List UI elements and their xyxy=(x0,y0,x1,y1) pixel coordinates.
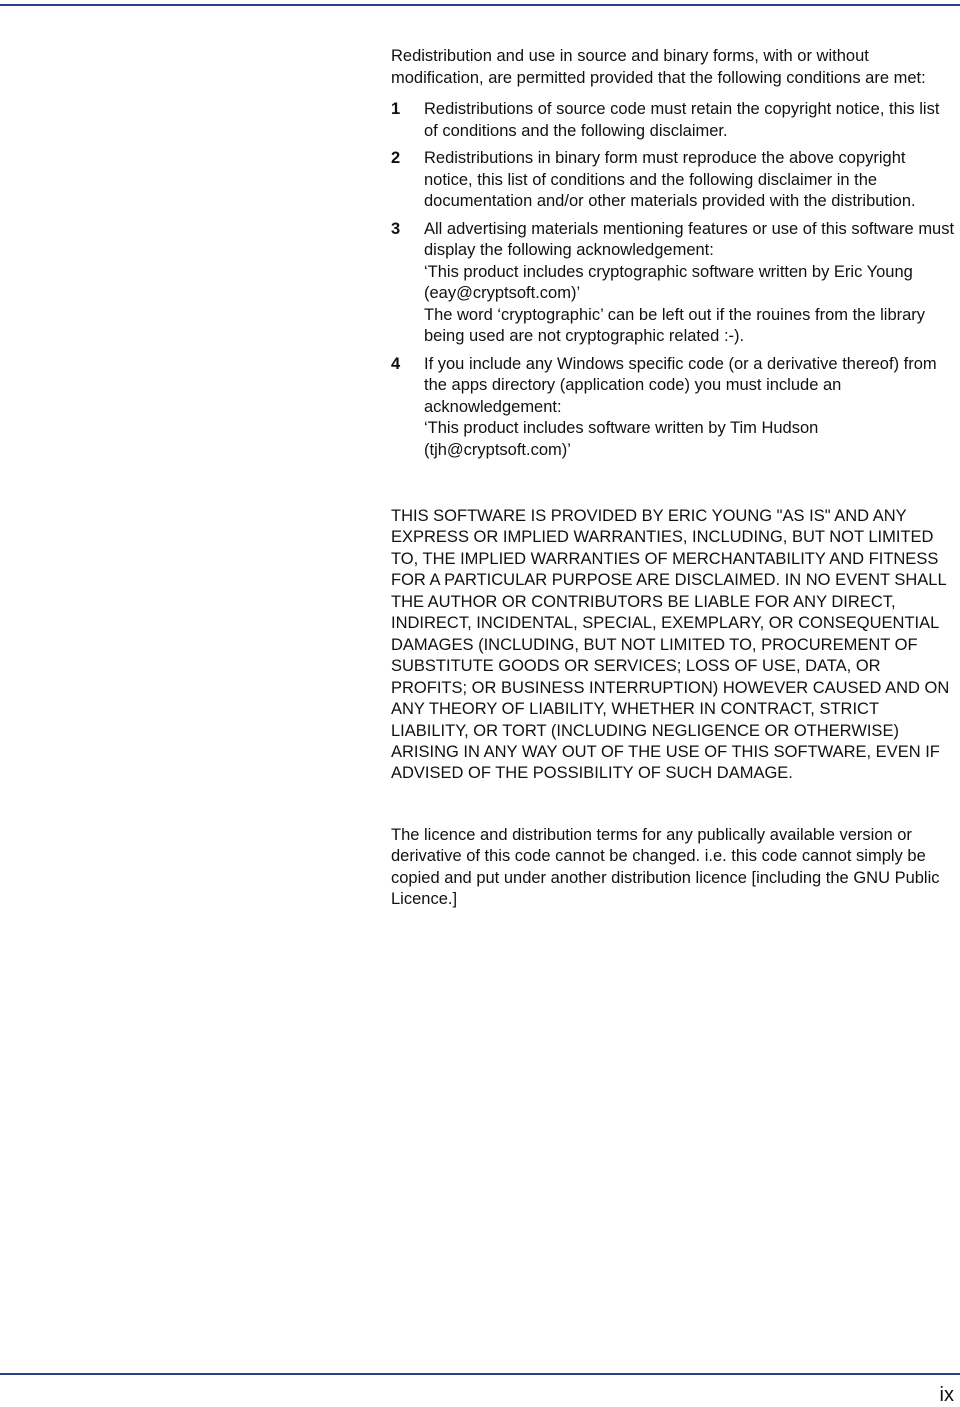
condition-number: 4 xyxy=(391,354,401,373)
condition-text: Redistributions of source code must retain the copyright notice, this list of conditions and the following disclaimer. xyxy=(424,100,940,140)
warranty-disclaimer: THIS SOFTWARE IS PROVIDED BY ERIC YOUNG "AS IS" AND ANY EXPRESS OR IMPLIED WARRANTIES, INCLUDING, BUT NOT LIMITED TO, THE IMPLIED WARRANTIES OF MERCHANTABILITY AND FITNESS FOR A PARTICULAR PURPOSE ARE DISCLAIMED. IN NO EVENT SHALL THE AUTHOR OR CONTRIBUTORS BE LIABLE FOR ANY DIRECT, INDIRECT, INCIDENTAL, SPECIAL, EXEMPLARY, OR CONSEQUENTIAL DAMAGES (INCLUDING, BUT NOT LIMITED TO, PROCUREMENT OF SUBSTITUTE GOODS OR SERVICES; LOSS OF USE, DATA, OR PROFITS; OR BUSINESS INTERRUPTION) HOWEVER CAUSED AND ON ANY THEORY OF LIABILITY, WHETHER IN CONTRACT, STRICT LIABILITY, OR TORT (INCLUDING NEGLIGENCE OR OTHERWISE) ARISING IN ANY WAY OUT OF THE USE OF THIS SOFTWARE, EVEN IF ADVISED OF THE POSSIBILITY OF SUCH DAMAGE. xyxy=(391,507,950,783)
acknowledgement-text: ‘This product includes software written by Tim Hudson (tjh@cryptsoft.com)’ xyxy=(424,419,819,459)
condition-number: 2 xyxy=(391,149,401,167)
intro-paragraph: Redistribution and use in source and binary forms, with or without modification, are permitted provided that the following conditions are met: xyxy=(391,47,926,87)
footer-rule xyxy=(0,1373,960,1375)
condition-item xyxy=(391,148,957,213)
condition-item xyxy=(391,219,957,348)
header-rule xyxy=(0,4,960,6)
acknowledgement-text: ‘This product includes cryptographic software written by Eric Young (eay@cryptsoft.com)’ xyxy=(424,262,913,302)
licence-paragraph: The licence and distribution terms for any publically available version or derivative of this code cannot be changed. i.e. this code cannot simply be copied and put under another distribution licence [including the GNU Public Licence.] xyxy=(391,825,940,909)
condition-number: 3 xyxy=(391,219,401,238)
condition-number: 1 xyxy=(391,100,401,118)
condition-text: All advertising materials mentioning features or use of this software must display the following acknowledgement: xyxy=(424,219,955,259)
page-number: ix xyxy=(939,1384,954,1406)
condition-text: Redistributions in binary form must reproduce the above copyright notice, this list of conditions and the following disclaimer in the documentation and/or other materials provided with the distribution. xyxy=(424,149,916,210)
condition-item xyxy=(391,99,957,142)
license-text xyxy=(391,46,957,911)
condition-item xyxy=(391,354,957,462)
condition-note: The word ‘cryptographic’ can be left out if the rouines from the library being used are not cryptographic related :-). xyxy=(424,305,926,345)
condition-text: If you include any Windows specific code (or a derivative thereof) from the apps directory (application code) you must include an acknowledgement: xyxy=(424,354,937,416)
